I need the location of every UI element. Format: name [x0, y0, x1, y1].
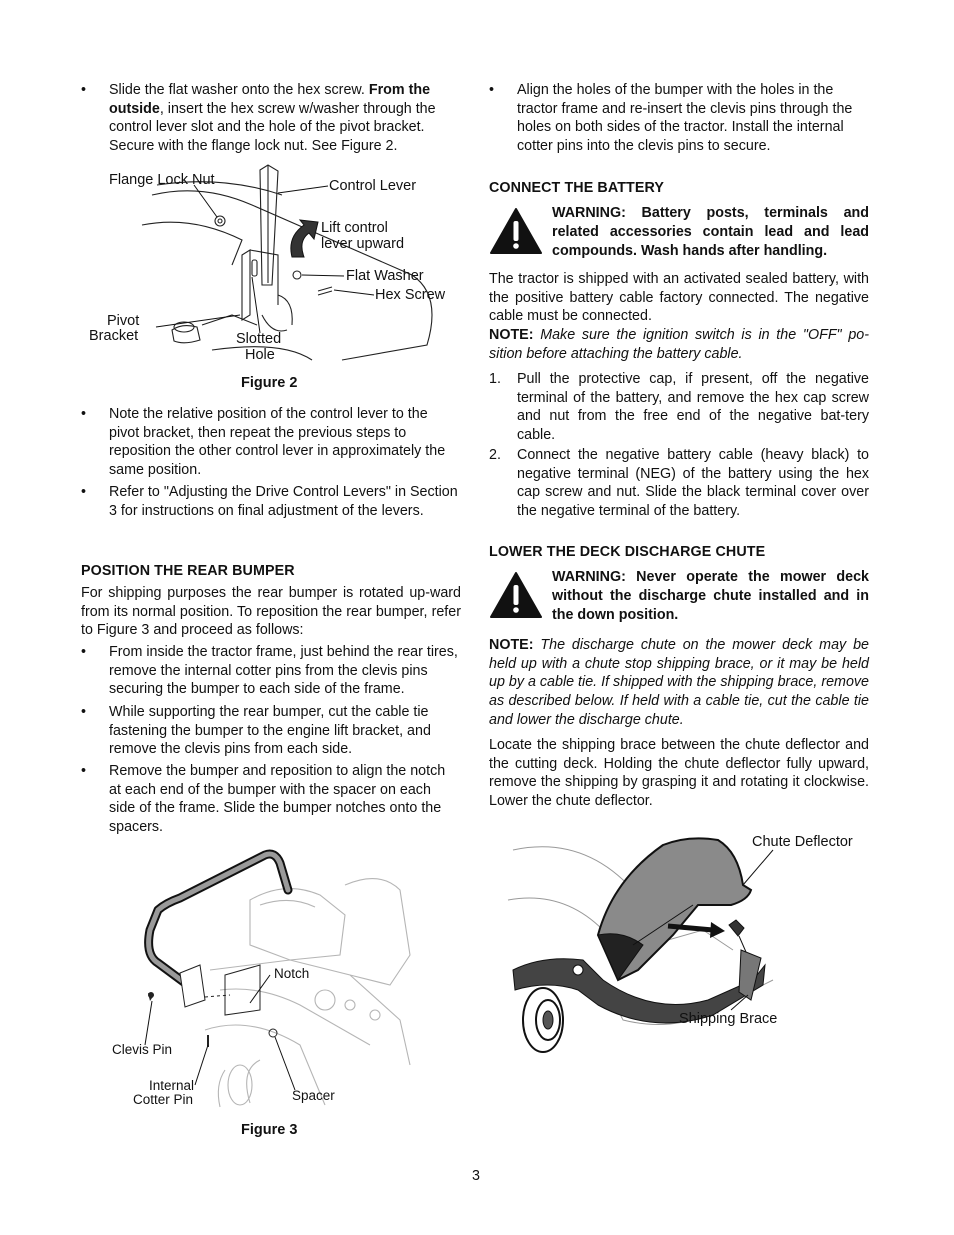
step-number: 2. [489, 447, 501, 463]
section-heading-rear-bumper: POSITION THE REAR BUMPER [81, 563, 295, 579]
label-hex-screw: Hex Screw [375, 287, 446, 303]
note-text: The discharge chute on the mower deck may be held up with a chute stop shipping brace, or it may be held up by a cable tie. If shipped with the shipping brace, remove as described below. If held with a cable tie, cut the cable tie and lower the discharge chute. [489, 637, 869, 728]
warning-triangle-icon [489, 207, 543, 255]
page-number: 3 [472, 1168, 480, 1184]
bullet-marker: • [81, 406, 87, 422]
chute-paragraph: Locate the shipping brace between the chute deflector and the cutting deck. Holding the chute deflector fully upward, remove the shipping by grasping it and rotating it clockwise. Lower the chute deflector. [489, 737, 869, 810]
figure-2 [82, 165, 462, 370]
bullet-text: Refer to "Adjusting the Drive Control Levers" in Section 3 for instructions on final adjustment of the levers. [109, 484, 458, 519]
rear-bumper-intro: For shipping purposes the rear bumper is rotated up-ward from its normal position. To reposition the rear bumper, refer to Figure 3 and proceed as follows: [81, 585, 461, 639]
list-item [81, 81, 461, 156]
label-lift-control: Lift control [321, 220, 388, 236]
step-text: Connect the negative battery cable (heavy black) to negative terminal (NEG) of the battery using the hex cap screw and nut. Slide the black terminal cover over the negative terminal of the battery. [517, 447, 869, 520]
figure-chute [503, 830, 873, 1070]
battery-note [489, 326, 869, 363]
section-heading-battery: CONNECT THE BATTERY [489, 180, 665, 196]
bullet-text: From inside the tractor frame, just behind the rear tires, remove the internal cotter pins from the clevis pins securing the bumper to each side of the frame. [109, 644, 458, 698]
label-flange-lock-nut: Flange Lock Nut [109, 172, 215, 188]
bullet-marker: • [489, 82, 495, 98]
battery-paragraph: The tractor is shipped with an activated sealed battery, with the positive battery cable factory connected. The negative cable must be connected. [489, 271, 869, 325]
bullet-marker: • [81, 484, 87, 500]
label-control-lever: Control Lever [329, 178, 417, 194]
label-flat-washer: Flat Washer [346, 268, 424, 284]
bullet-marker: • [81, 704, 87, 720]
label-clevis-pin: Clevis Pin [112, 1042, 173, 1057]
warning-battery: WARNING: Battery posts, terminals and related accessories contain lead and lead compounds. Wash hands after handling. [552, 205, 869, 259]
list-item [81, 483, 461, 520]
label-lever-upward: lever upward [321, 236, 405, 252]
note-text: Make sure the ignition switch is in the "OFF" po-sition before attaching the battery cable. [489, 327, 869, 362]
warning-triangle-icon [489, 571, 543, 619]
bullet-text: Slide the flat washer onto the hex screw. [109, 82, 369, 98]
section-heading-chute: LOWER THE DECK DISCHARGE CHUTE [489, 544, 766, 560]
warning-chute: WARNING: Never operate the mower deck without the discharge chute installed and in the down position. [552, 569, 869, 623]
label-hole: Hole [245, 347, 275, 363]
bullet-text-rest: , insert the hex screw w/washer through the control lever slot and the hole of the pivot bracket. Secure with the flange lock nut. See Figure 2. [109, 100, 436, 155]
bullet-text: Note the relative position of the control lever to the pivot bracket, then repeat the previous steps to reposition the other control lever in approximately the same position. [109, 406, 446, 479]
list-item [489, 370, 869, 445]
note-label: NOTE: [489, 637, 534, 653]
label-bracket: Bracket [89, 328, 139, 344]
figure-2-caption: Figure 2 [241, 375, 298, 391]
step-number: 1. [489, 371, 501, 387]
bullet-marker: • [81, 82, 87, 98]
chute-note [489, 636, 869, 730]
list-item [81, 762, 461, 837]
label-chute-deflector: Chute Deflector [752, 834, 853, 850]
bullet-text: Align the holes of the bumper with the holes in the tractor frame and re-insert the clevis pins through the holes on both sides of the tractor. Install the internal cotter pins into the clevis pins to secure. [517, 82, 853, 155]
label-notch: Notch [274, 966, 310, 981]
label-shipping-brace: Shipping Brace [679, 1011, 778, 1027]
list-item [489, 81, 869, 156]
list-item [81, 643, 461, 699]
figure-3 [110, 845, 430, 1115]
list-item [81, 703, 461, 759]
label-internal: Internal [149, 1078, 195, 1093]
label-cotter-pin: Cotter Pin [133, 1092, 194, 1107]
bullet-text: Remove the bumper and reposition to align the notch at each end of the bumper with the spacer on each side of the frame. Slide the bumper notches onto the spacers. [109, 763, 446, 836]
bullet-marker: • [81, 644, 87, 660]
bullet-text: While supporting the rear bumper, cut the cable tie fastening the bumper to the engine lift bracket, and remove the clevis pins from each side. [109, 704, 431, 758]
label-spacer: Spacer [292, 1088, 335, 1103]
figure-3-drawing [110, 845, 430, 1115]
label-slotted: Slotted [236, 331, 282, 347]
figure-3-caption: Figure 3 [241, 1122, 298, 1138]
note-label: NOTE: [489, 327, 534, 343]
label-pivot: Pivot [107, 313, 140, 329]
bullet-bold: From the outside [109, 82, 431, 117]
bullet-marker: • [81, 763, 87, 779]
figure-chute-drawing [503, 830, 873, 1070]
list-item [81, 405, 461, 480]
list-item [489, 446, 869, 521]
step-text: Pull the protective cap, if present, off the negative terminal of the battery, and remove the hex cap screw and nut from the free end of the negative bat-tery cable. [517, 371, 869, 444]
